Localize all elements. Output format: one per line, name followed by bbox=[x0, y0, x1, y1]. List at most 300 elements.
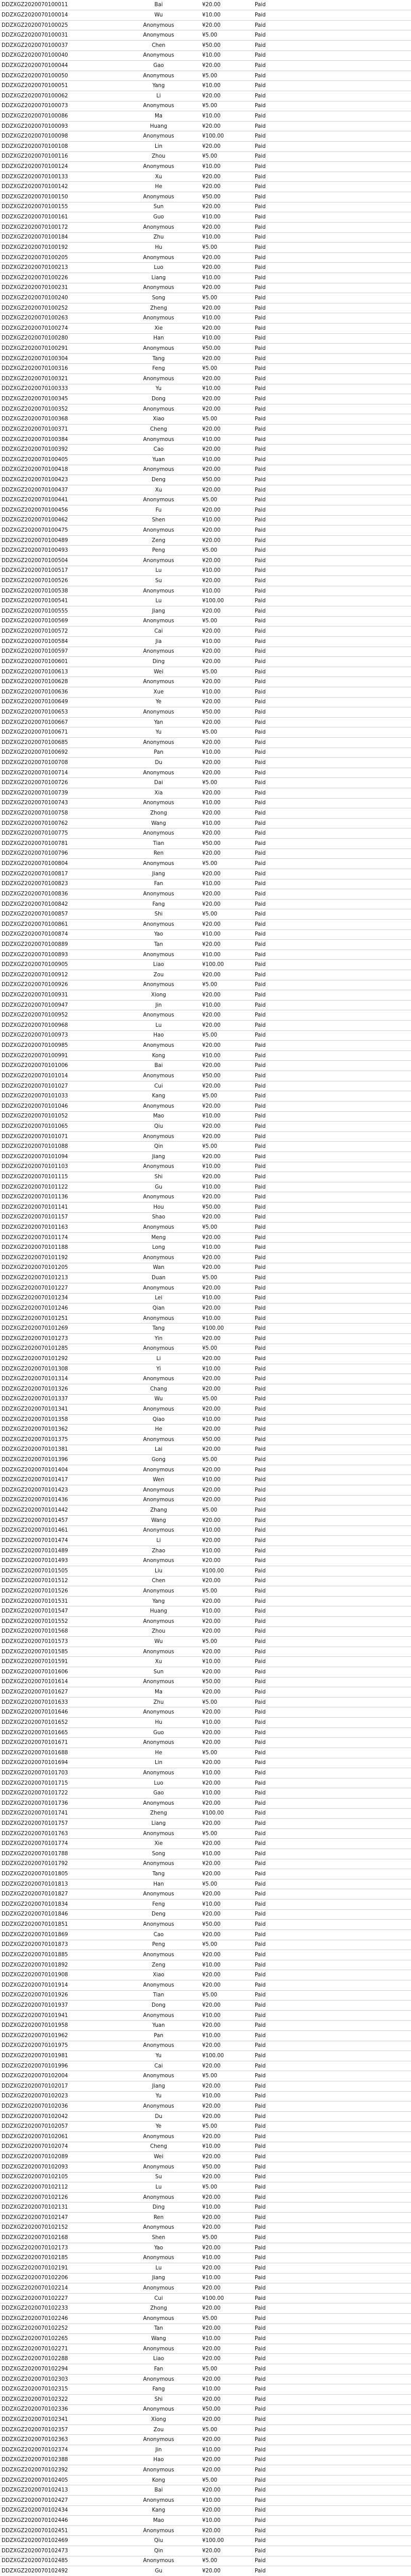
amount-cell: ¥10.00 bbox=[198, 566, 252, 576]
donor-name-cell: Anonymous bbox=[119, 1010, 198, 1021]
donor-name-cell: Ma bbox=[119, 1687, 198, 1698]
table-row bbox=[0, 2283, 411, 2294]
order-number-cell: DDZXGZ2020070100743 bbox=[0, 798, 119, 808]
donor-name-cell: Yuan bbox=[119, 2021, 198, 2031]
donor-name-cell: Bai bbox=[119, 1061, 198, 1071]
table-row bbox=[0, 1727, 411, 1738]
donor-name-cell: Anonymous bbox=[119, 2041, 198, 2051]
table-row bbox=[0, 2445, 411, 2455]
donor-name-cell: Song bbox=[119, 293, 198, 303]
order-number-cell: DDZXGZ2020070102451 bbox=[0, 2526, 119, 2536]
table-row bbox=[0, 1050, 411, 1061]
payment-status-cell: Paid bbox=[252, 454, 411, 465]
payment-status-cell: Paid bbox=[252, 1909, 411, 1920]
table-row bbox=[0, 394, 411, 404]
payment-status-cell: Paid bbox=[252, 283, 411, 293]
amount-cell: ¥5.00 bbox=[198, 495, 252, 505]
payment-status-cell: Paid bbox=[252, 1475, 411, 1485]
table-row bbox=[0, 475, 411, 485]
order-number-cell: DDZXGZ2020070101652 bbox=[0, 1718, 119, 1728]
payment-status-cell: Paid bbox=[252, 940, 411, 950]
table-row bbox=[0, 526, 411, 536]
order-number-cell: DDZXGZ2020070101937 bbox=[0, 2001, 119, 2011]
payment-status-cell: Paid bbox=[252, 2374, 411, 2384]
donor-name-cell: Tan bbox=[119, 940, 198, 950]
order-number-cell: DDZXGZ2020070102112 bbox=[0, 2182, 119, 2193]
donor-name-cell: Anonymous bbox=[119, 2223, 198, 2233]
order-number-cell: DDZXGZ2020070102105 bbox=[0, 2172, 119, 2182]
table-row bbox=[0, 1122, 411, 1132]
table-row bbox=[0, 1798, 411, 1808]
payment-status-cell: Paid bbox=[252, 606, 411, 617]
payment-status-cell: Paid bbox=[252, 2455, 411, 2465]
donor-name-cell: Cui bbox=[119, 2293, 198, 2303]
donor-name-cell: He bbox=[119, 1748, 198, 1758]
table-row bbox=[0, 1960, 411, 1970]
order-number-cell: DDZXGZ2020070100150 bbox=[0, 192, 119, 202]
order-number-cell: DDZXGZ2020070100192 bbox=[0, 243, 119, 253]
order-number-cell: DDZXGZ2020070100086 bbox=[0, 111, 119, 122]
amount-cell: ¥5.00 bbox=[198, 2314, 252, 2324]
amount-cell: ¥20.00 bbox=[198, 2102, 252, 2112]
table-row bbox=[0, 91, 411, 101]
donor-name-cell: Feng bbox=[119, 364, 198, 374]
payment-status-cell: Paid bbox=[252, 566, 411, 576]
order-number-cell: DDZXGZ2020070102152 bbox=[0, 2223, 119, 2233]
amount-cell: ¥20.00 bbox=[198, 1707, 252, 1718]
payment-status-cell: Paid bbox=[252, 2505, 411, 2516]
table-row bbox=[0, 1657, 411, 1667]
payment-status-cell: Paid bbox=[252, 142, 411, 152]
donor-name-cell: Du bbox=[119, 758, 198, 768]
donor-name-cell: Wen bbox=[119, 1475, 198, 1485]
donor-name-cell: Hou bbox=[119, 1202, 198, 1213]
order-number-cell: DDZXGZ2020070100062 bbox=[0, 91, 119, 101]
payment-status-cell: Paid bbox=[252, 2314, 411, 2324]
payment-status-cell: Paid bbox=[252, 879, 411, 889]
amount-cell: ¥10.00 bbox=[198, 273, 252, 283]
order-number-cell: DDZXGZ2020070100418 bbox=[0, 465, 119, 475]
payment-status-cell: Paid bbox=[252, 1546, 411, 1556]
order-number-cell: DDZXGZ2020070102288 bbox=[0, 2354, 119, 2364]
amount-cell: ¥10.00 bbox=[198, 1768, 252, 1778]
order-number-cell: DDZXGZ2020070102388 bbox=[0, 2455, 119, 2465]
donor-name-cell: Liao bbox=[119, 960, 198, 970]
payment-status-cell: Paid bbox=[252, 717, 411, 727]
donor-name-cell: Anonymous bbox=[119, 1041, 198, 1051]
amount-cell: ¥10.00 bbox=[198, 313, 252, 324]
table-row bbox=[0, 828, 411, 839]
amount-cell: ¥5.00 bbox=[198, 1091, 252, 1101]
table-row bbox=[0, 1283, 411, 1293]
amount-cell: ¥20.00 bbox=[198, 2526, 252, 2536]
table-row bbox=[0, 2192, 411, 2202]
order-number-cell: DDZXGZ2020070101614 bbox=[0, 1677, 119, 1687]
payment-status-cell: Paid bbox=[252, 1142, 411, 1152]
amount-cell: ¥20.00 bbox=[198, 1081, 252, 1091]
payment-status-cell: Paid bbox=[252, 1384, 411, 1394]
table-row bbox=[0, 2273, 411, 2283]
donor-name-cell: Xu bbox=[119, 485, 198, 495]
table-row bbox=[0, 1111, 411, 1122]
payment-status-cell: Paid bbox=[252, 1394, 411, 1404]
amount-cell: ¥20.00 bbox=[198, 222, 252, 232]
payment-status-cell: Paid bbox=[252, 30, 411, 41]
table-row bbox=[0, 768, 411, 778]
table-row bbox=[0, 1718, 411, 1728]
payment-status-cell: Paid bbox=[252, 1091, 411, 1101]
amount-cell: ¥20.00 bbox=[198, 2415, 252, 2425]
payment-status-cell: Paid bbox=[252, 1293, 411, 1303]
payment-status-cell: Paid bbox=[252, 2021, 411, 2031]
order-number-cell: DDZXGZ2020070101375 bbox=[0, 1435, 119, 1445]
payment-status-cell: Paid bbox=[252, 950, 411, 960]
order-number-cell: DDZXGZ2020070101014 bbox=[0, 1071, 119, 1081]
donor-name-cell: Shao bbox=[119, 1212, 198, 1223]
donor-name-cell: Du bbox=[119, 2111, 198, 2122]
payment-status-cell: Paid bbox=[252, 2324, 411, 2334]
table-row bbox=[0, 384, 411, 394]
table-row bbox=[0, 1647, 411, 1657]
table-row bbox=[0, 1354, 411, 1364]
order-number-cell: DDZXGZ2020070101757 bbox=[0, 1819, 119, 1829]
table-row bbox=[0, 425, 411, 435]
payment-status-cell: Paid bbox=[252, 101, 411, 111]
payment-status-cell: Paid bbox=[252, 414, 411, 425]
amount-cell: ¥20.00 bbox=[198, 1101, 252, 1111]
order-number-cell: DDZXGZ2020070102363 bbox=[0, 2435, 119, 2445]
order-number-cell: DDZXGZ2020070102492 bbox=[0, 2566, 119, 2576]
table-row bbox=[0, 1061, 411, 1071]
amount-cell: ¥50.00 bbox=[198, 2162, 252, 2172]
table-row bbox=[0, 576, 411, 586]
order-number-cell: DDZXGZ2020070101052 bbox=[0, 1111, 119, 1122]
table-row bbox=[0, 1414, 411, 1425]
order-number-cell: DDZXGZ2020070102315 bbox=[0, 2384, 119, 2395]
table-row bbox=[0, 606, 411, 617]
amount-cell: ¥10.00 bbox=[198, 2253, 252, 2263]
amount-cell: ¥5.00 bbox=[198, 71, 252, 81]
order-number-cell: DDZXGZ2020070101396 bbox=[0, 1455, 119, 1465]
order-number-cell: DDZXGZ2020070101188 bbox=[0, 1243, 119, 1253]
table-row bbox=[0, 2314, 411, 2324]
amount-cell: ¥20.00 bbox=[198, 1687, 252, 1698]
amount-cell: ¥20.00 bbox=[198, 2344, 252, 2354]
payment-status-cell: Paid bbox=[252, 899, 411, 909]
table-row bbox=[0, 687, 411, 697]
amount-cell: ¥20.00 bbox=[198, 2192, 252, 2202]
table-row bbox=[0, 1849, 411, 1859]
payment-status-cell: Paid bbox=[252, 1041, 411, 1051]
donor-name-cell: Lu bbox=[119, 2182, 198, 2193]
amount-cell: ¥20.00 bbox=[198, 1122, 252, 1132]
order-number-cell: DDZXGZ2020070101975 bbox=[0, 2041, 119, 2051]
table-row bbox=[0, 1758, 411, 1768]
order-number-cell: DDZXGZ2020070102265 bbox=[0, 2334, 119, 2344]
payment-status-cell: Paid bbox=[252, 333, 411, 344]
order-number-cell: DDZXGZ2020070100493 bbox=[0, 546, 119, 556]
order-number-cell: DDZXGZ2020070101417 bbox=[0, 1475, 119, 1485]
order-number-cell: DDZXGZ2020070100291 bbox=[0, 344, 119, 354]
amount-cell: ¥5.00 bbox=[198, 1344, 252, 1354]
donor-name-cell: Anonymous bbox=[119, 222, 198, 232]
amount-cell: ¥20.00 bbox=[198, 1819, 252, 1829]
payment-status-cell: Paid bbox=[252, 1900, 411, 1910]
order-number-cell: DDZXGZ2020070100040 bbox=[0, 50, 119, 61]
order-number-cell: DDZXGZ2020070101423 bbox=[0, 1485, 119, 1496]
donor-name-cell: Sun bbox=[119, 202, 198, 212]
order-number-cell: DDZXGZ2020070101512 bbox=[0, 1576, 119, 1586]
payment-status-cell: Paid bbox=[252, 151, 411, 162]
donor-name-cell: Shi bbox=[119, 1172, 198, 1182]
payment-status-cell: Paid bbox=[252, 1283, 411, 1293]
amount-cell: ¥20.00 bbox=[198, 2505, 252, 2516]
donor-name-cell: Duan bbox=[119, 1273, 198, 1283]
donor-name-cell: Chen bbox=[119, 1576, 198, 1586]
amount-cell: ¥20.00 bbox=[198, 717, 252, 727]
table-row bbox=[0, 2364, 411, 2375]
order-number-cell: DDZXGZ2020070100437 bbox=[0, 485, 119, 495]
amount-cell: ¥20.00 bbox=[198, 1515, 252, 1526]
donor-name-cell: Peng bbox=[119, 546, 198, 556]
order-number-cell: DDZXGZ2020070100991 bbox=[0, 1050, 119, 1061]
table-row bbox=[0, 101, 411, 111]
order-number-cell: DDZXGZ2020070100905 bbox=[0, 960, 119, 970]
table-row bbox=[0, 1232, 411, 1243]
payment-status-cell: Paid bbox=[252, 808, 411, 819]
donor-name-cell: Gao bbox=[119, 1788, 198, 1799]
table-row bbox=[0, 374, 411, 384]
payment-status-cell: Paid bbox=[252, 778, 411, 788]
table-row bbox=[0, 535, 411, 546]
payment-status-cell: Paid bbox=[252, 1819, 411, 1829]
payment-status-cell: Paid bbox=[252, 172, 411, 182]
table-row bbox=[0, 1869, 411, 1879]
donor-name-cell: Anonymous bbox=[119, 1101, 198, 1111]
donor-name-cell: Cao bbox=[119, 1929, 198, 1940]
order-number-cell: DDZXGZ2020070101362 bbox=[0, 1425, 119, 1435]
amount-cell: ¥5.00 bbox=[198, 2122, 252, 2132]
table-row bbox=[0, 2081, 411, 2092]
order-number-cell: DDZXGZ2020070101646 bbox=[0, 1707, 119, 1718]
order-number-cell: DDZXGZ2020070101205 bbox=[0, 1263, 119, 1273]
table-row bbox=[0, 808, 411, 819]
table-row bbox=[0, 2526, 411, 2536]
order-number-cell: DDZXGZ2020070101442 bbox=[0, 1505, 119, 1516]
amount-cell: ¥10.00 bbox=[198, 454, 252, 465]
order-number-cell: DDZXGZ2020070102427 bbox=[0, 2496, 119, 2506]
table-row bbox=[0, 2030, 411, 2041]
order-number-cell: DDZXGZ2020070102246 bbox=[0, 2314, 119, 2324]
payment-status-cell: Paid bbox=[252, 192, 411, 202]
order-number-cell: DDZXGZ2020070102405 bbox=[0, 2475, 119, 2485]
order-number-cell: DDZXGZ2020070100931 bbox=[0, 990, 119, 1001]
donor-name-cell: Lu bbox=[119, 566, 198, 576]
amount-cell: ¥5.00 bbox=[198, 1586, 252, 1597]
order-number-cell: DDZXGZ2020070101251 bbox=[0, 1313, 119, 1324]
table-row bbox=[0, 677, 411, 687]
amount-cell: ¥5.00 bbox=[198, 2556, 252, 2566]
table-row bbox=[0, 2485, 411, 2496]
order-number-cell: DDZXGZ2020070101981 bbox=[0, 2051, 119, 2061]
payment-status-cell: Paid bbox=[252, 2071, 411, 2081]
order-number-cell: DDZXGZ2020070100952 bbox=[0, 1010, 119, 1021]
amount-cell: ¥20.00 bbox=[198, 2001, 252, 2011]
amount-cell: ¥20.00 bbox=[198, 1667, 252, 1677]
amount-cell: ¥50.00 bbox=[198, 192, 252, 202]
donor-name-cell: Zhou bbox=[119, 1626, 198, 1637]
payment-status-cell: Paid bbox=[252, 990, 411, 1001]
order-number-cell: DDZXGZ2020070101941 bbox=[0, 2010, 119, 2021]
table-row bbox=[0, 778, 411, 788]
table-row bbox=[0, 2546, 411, 2556]
table-row bbox=[0, 1687, 411, 1698]
amount-cell: ¥5.00 bbox=[198, 1879, 252, 1889]
table-row bbox=[0, 1000, 411, 1010]
payment-status-cell: Paid bbox=[252, 1303, 411, 1314]
table-row bbox=[0, 1364, 411, 1374]
table-row bbox=[0, 1333, 411, 1344]
order-number-cell: DDZXGZ2020070100708 bbox=[0, 758, 119, 768]
amount-cell: ¥20.00 bbox=[198, 1131, 252, 1142]
amount-cell: ¥20.00 bbox=[198, 1192, 252, 1202]
order-number-cell: DDZXGZ2020070101627 bbox=[0, 1687, 119, 1698]
order-number-cell: DDZXGZ2020070100051 bbox=[0, 81, 119, 91]
table-row bbox=[0, 1445, 411, 1455]
order-number-cell: DDZXGZ2020070101885 bbox=[0, 1950, 119, 1960]
order-number-cell: DDZXGZ2020070102413 bbox=[0, 2485, 119, 2496]
order-number-cell: DDZXGZ2020070102004 bbox=[0, 2071, 119, 2081]
order-number-cell: DDZXGZ2020070102233 bbox=[0, 2303, 119, 2314]
order-number-cell: DDZXGZ2020070102147 bbox=[0, 2212, 119, 2223]
donor-name-cell: Tang bbox=[119, 353, 198, 364]
order-number-cell: DDZXGZ2020070100893 bbox=[0, 950, 119, 960]
order-number-cell: DDZXGZ2020070101308 bbox=[0, 1364, 119, 1374]
order-number-cell: DDZXGZ2020070101846 bbox=[0, 1909, 119, 1920]
payment-status-cell: Paid bbox=[252, 737, 411, 748]
donor-name-cell: Xiong bbox=[119, 2415, 198, 2425]
payment-status-cell: Paid bbox=[252, 1374, 411, 1384]
table-row bbox=[0, 1828, 411, 1839]
order-number-cell: DDZXGZ2020070100161 bbox=[0, 212, 119, 223]
amount-cell: ¥20.00 bbox=[198, 808, 252, 819]
amount-cell: ¥20.00 bbox=[198, 1758, 252, 1768]
donor-name-cell: Anonymous bbox=[119, 101, 198, 111]
order-number-cell: DDZXGZ2020070101962 bbox=[0, 2030, 119, 2041]
amount-cell: ¥5.00 bbox=[198, 2233, 252, 2243]
donor-name-cell: Anonymous bbox=[119, 1859, 198, 1869]
order-number-cell: DDZXGZ2020070102093 bbox=[0, 2162, 119, 2172]
order-number-cell: DDZXGZ2020070100073 bbox=[0, 101, 119, 111]
table-row bbox=[0, 2455, 411, 2465]
payment-status-cell: Paid bbox=[252, 869, 411, 879]
amount-cell: ¥50.00 bbox=[198, 1920, 252, 1930]
payment-status-cell: Paid bbox=[252, 727, 411, 738]
order-number-cell: DDZXGZ2020070101585 bbox=[0, 1647, 119, 1657]
payment-status-cell: Paid bbox=[252, 586, 411, 596]
amount-cell: ¥20.00 bbox=[198, 1839, 252, 1849]
table-row bbox=[0, 2202, 411, 2213]
donor-name-cell: Anonymous bbox=[119, 30, 198, 41]
payment-status-cell: Paid bbox=[252, 2566, 411, 2576]
donor-name-cell: Yin bbox=[119, 1333, 198, 1344]
payment-status-cell: Paid bbox=[252, 1970, 411, 1980]
amount-cell: ¥10.00 bbox=[198, 1788, 252, 1799]
amount-cell: ¥5.00 bbox=[198, 2475, 252, 2485]
donor-name-cell: Anonymous bbox=[119, 737, 198, 748]
table-row bbox=[0, 586, 411, 596]
donor-name-cell: Tang bbox=[119, 1324, 198, 1334]
amount-cell: ¥20.00 bbox=[198, 1253, 252, 1263]
amount-cell: ¥20.00 bbox=[198, 2041, 252, 2051]
donor-name-cell: Ye bbox=[119, 2122, 198, 2132]
donor-name-cell: Anonymous bbox=[119, 1223, 198, 1233]
payment-status-cell: Paid bbox=[252, 2334, 411, 2344]
order-number-cell: DDZXGZ2020070101227 bbox=[0, 1283, 119, 1293]
table-row bbox=[0, 232, 411, 243]
table-row bbox=[0, 717, 411, 727]
donor-name-cell: Anonymous bbox=[119, 1344, 198, 1354]
amount-cell: ¥20.00 bbox=[198, 1354, 252, 1364]
donor-name-cell: Anonymous bbox=[119, 1192, 198, 1202]
payment-status-cell: Paid bbox=[252, 1010, 411, 1021]
order-number-cell: DDZXGZ2020070100462 bbox=[0, 515, 119, 526]
payment-status-cell: Paid bbox=[252, 2122, 411, 2132]
payment-status-cell: Paid bbox=[252, 2223, 411, 2233]
table-row bbox=[0, 2212, 411, 2223]
table-row bbox=[0, 818, 411, 828]
table-row bbox=[0, 1041, 411, 1051]
donor-name-cell: Li bbox=[119, 1354, 198, 1364]
payment-status-cell: Paid bbox=[252, 1940, 411, 1950]
table-row bbox=[0, 263, 411, 273]
order-number-cell: DDZXGZ2020070101715 bbox=[0, 1778, 119, 1788]
payment-status-cell: Paid bbox=[252, 0, 411, 10]
amount-cell: ¥20.00 bbox=[198, 535, 252, 546]
order-number-cell: DDZXGZ2020070100555 bbox=[0, 606, 119, 617]
donor-name-cell: Long bbox=[119, 1243, 198, 1253]
order-number-cell: DDZXGZ2020070102036 bbox=[0, 2102, 119, 2112]
order-number-cell: DDZXGZ2020070101273 bbox=[0, 1333, 119, 1344]
donor-name-cell: Zhang bbox=[119, 1505, 198, 1516]
payment-status-cell: Paid bbox=[252, 465, 411, 475]
amount-cell: ¥20.00 bbox=[198, 142, 252, 152]
payment-status-cell: Paid bbox=[252, 2485, 411, 2496]
order-number-cell: DDZXGZ2020070102374 bbox=[0, 2445, 119, 2455]
table-row bbox=[0, 1637, 411, 1647]
order-number-cell: DDZXGZ2020070100263 bbox=[0, 313, 119, 324]
payment-status-cell: Paid bbox=[252, 2001, 411, 2011]
payment-status-cell: Paid bbox=[252, 2192, 411, 2202]
order-number-cell: DDZXGZ2020070100781 bbox=[0, 839, 119, 849]
donor-name-cell: Anonymous bbox=[119, 1586, 198, 1597]
amount-cell: ¥20.00 bbox=[198, 445, 252, 455]
amount-cell: ¥20.00 bbox=[198, 1727, 252, 1738]
payment-status-cell: Paid bbox=[252, 2496, 411, 2506]
donor-name-cell: Anonymous bbox=[119, 1889, 198, 1900]
payment-status-cell: Paid bbox=[252, 1859, 411, 1869]
order-number-cell: DDZXGZ2020070102126 bbox=[0, 2192, 119, 2202]
amount-cell: ¥20.00 bbox=[198, 2263, 252, 2274]
donor-name-cell: Huang bbox=[119, 1606, 198, 1617]
table-row bbox=[0, 1071, 411, 1081]
table-row bbox=[0, 2243, 411, 2253]
donor-name-cell: Yao bbox=[119, 2243, 198, 2253]
donor-name-cell: Anonymous bbox=[119, 2162, 198, 2172]
donor-name-cell: Fu bbox=[119, 505, 198, 515]
order-number-cell: DDZXGZ2020070102057 bbox=[0, 2122, 119, 2132]
order-number-cell: DDZXGZ2020070100762 bbox=[0, 818, 119, 828]
